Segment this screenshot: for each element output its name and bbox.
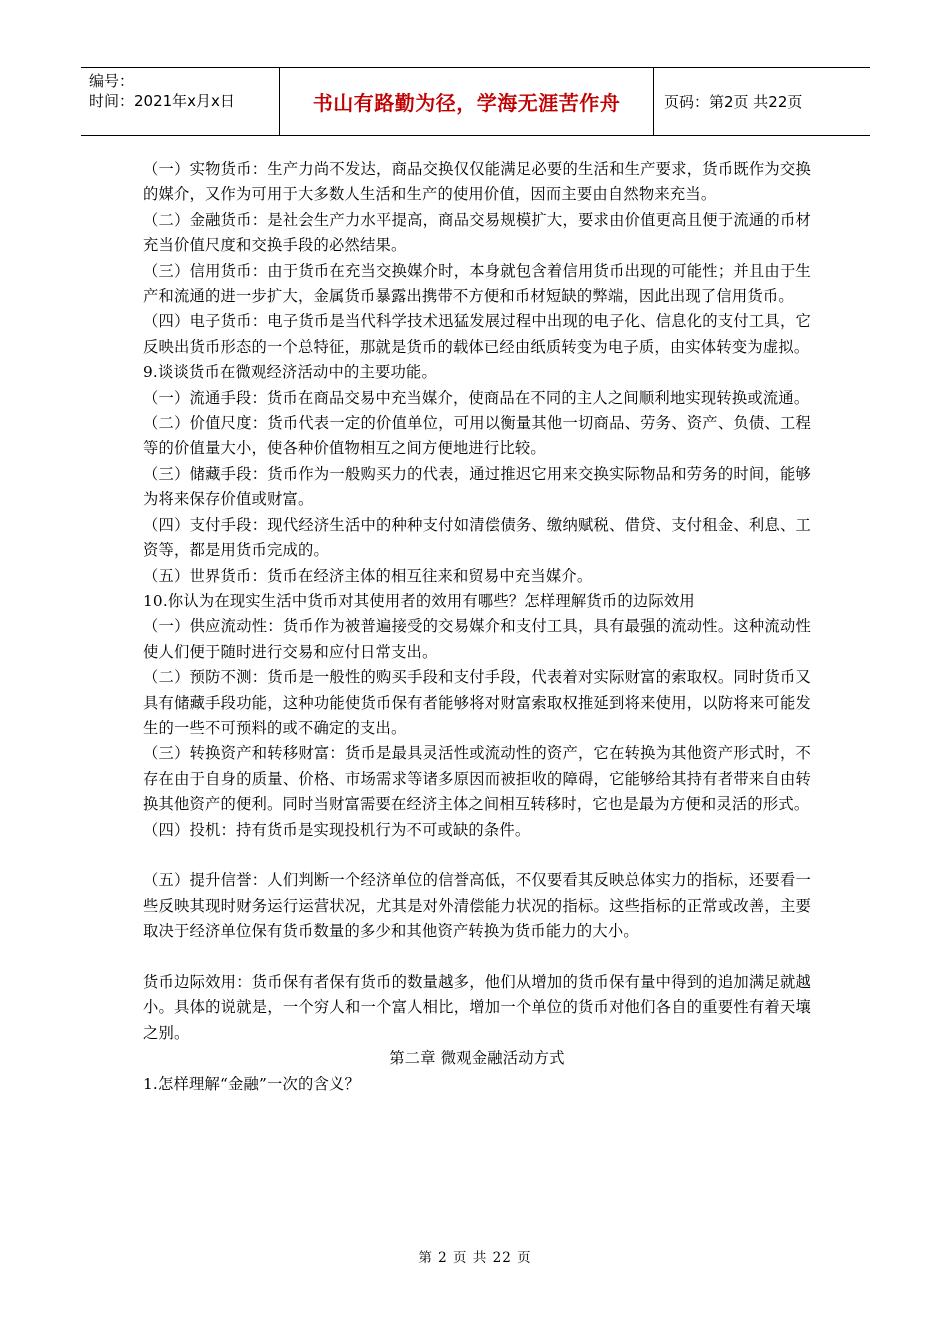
question-heading: 10.你认为在现实生活中货币对其使用者的效用有哪些？怎样理解货币的边际效用: [143, 591, 695, 610]
paragraph: （二）预防不测：货币是一般性的购买手段和支付手段，代表着对实际财富的索取权。同时货币又具有储藏手段功能，这种功能使货币保有者能够将对财富索取权推延到将来使用，以防将来可能发生的一些不可预料的或不确定的支出。: [143, 668, 811, 737]
header-page-info: 页码：第2页 共22页: [664, 93, 803, 111]
paragraph: （一）供应流动性：货币作为被普遍接受的交易媒介和支付工具，具有最强的流动性。这种流动性使人们便于随时进行交易和应付日常支出。: [143, 617, 811, 661]
paragraph: （三）信用货币：由于货币在充当交换媒介时，本身就包含着信用货币出现的可能性；并且由于生产和流通的进一步扩大，金属货币暴露出携带不方便和币材短缺的弊端，因此出现了信用货币。: [143, 261, 811, 306]
paragraph: （四）投机：持有货币是实现投机行为不可或缺的条件。: [143, 820, 531, 839]
question-heading: 1.怎样理解“金融”一次的含义？: [143, 1074, 360, 1093]
page-footer: 第 2 页 共 22 页: [418, 1250, 532, 1266]
paragraph: （一）实物货币：生产力尚不发达，商品交换仅仅能满足必要的生活和生产要求，货币既作为交换的媒介，又作为可用于大多数人生活和生产的使用价值，因而主要由自然物来充当。: [143, 160, 811, 204]
paragraph: （五）提升信誉：人们判断一个经济单位的信誉高低，不仅要看其反映总体实力的指标，还要看一些反映其现时财务运行运营状况，尤其是对外清偿能力状况的指标。这些指标的正常或改善，主要取决于经济单位保有货币数量的多少和其他资产转换为货币能力的大小。: [143, 871, 811, 941]
paragraph: （二）价值尺度：货币代表一定的价值单位，可用以衡量其他一切商品、劳务、资产、负债、工程等的价值量大小，使各种价值物相互之间方便地进行比较。: [143, 414, 811, 458]
page-header: [81, 67, 870, 136]
document-body: [143, 157, 811, 1097]
paragraph: （三）储藏手段：货币作为一般购买力的代表，通过推迟它用来交换实际物品和劳务的时间，能够为将来保存价值或财富。: [143, 464, 811, 509]
paragraph: （五）世界货币：货币在经济主体的相互往来和贸易中充当媒介。: [143, 566, 593, 585]
paragraph: 货币边际效用：货币保有者保有货币的数量越多，他们从增加的货币保有量中得到的追加满足就越小。具体的说就是，一个穷人和一个富人相比，增加一个单位的货币对他们各自的重要性有着天壤之别。: [143, 972, 811, 1042]
paragraph: （四）电子货币：电子货币是当代科学技术迅猛发展过程中出现的电子化、信息化的支付工具，它反映出货币形态的一个总特征，那就是货币的载体已经由纸质转变为电子质，由实体转变为虚拟。: [143, 312, 811, 356]
header-meta: [81, 68, 280, 135]
paragraph: （二）金融货币：是社会生产力水平提高，商品交易规模扩大，要求由价值更高且便于流通的币材充当价值尺度和交换手段的必然结果。: [143, 210, 811, 255]
document-number-label: 编号：: [89, 72, 135, 90]
document-date: 时间：2021年x月x日: [89, 92, 235, 110]
paragraph: （四）支付手段：现代经济生活中的种种支付如清偿债务、缴纳赋税、借贷、支付租金、利息、工资等，都是用货币完成的。: [143, 515, 811, 560]
paragraph: （三）转换资产和转移财富：货币是最具灵活性或流动性的资产，它在转换为其他资产形式时，不存在由于自身的质量、价格、市场需求等诸多原因而被拒收的障碍，它能够给其持有者带来自由转换其他资产的便利。同时当财富需要在经济主体之间相互转移时，它也是最为方便和灵活的形式。: [143, 744, 811, 814]
header-motto: 书山有路勤为径，学海无涯苦作舟: [280, 68, 654, 135]
chapter-title: 第二章 微观金融活动方式: [389, 1049, 565, 1068]
paragraph: （一）流通手段：货币在商品交易中充当媒介，使商品在不同的主人之间顺利地实现转换或流通。: [143, 388, 810, 407]
question-heading: 9.谈谈货币在微观经济活动中的主要功能。: [143, 363, 437, 382]
